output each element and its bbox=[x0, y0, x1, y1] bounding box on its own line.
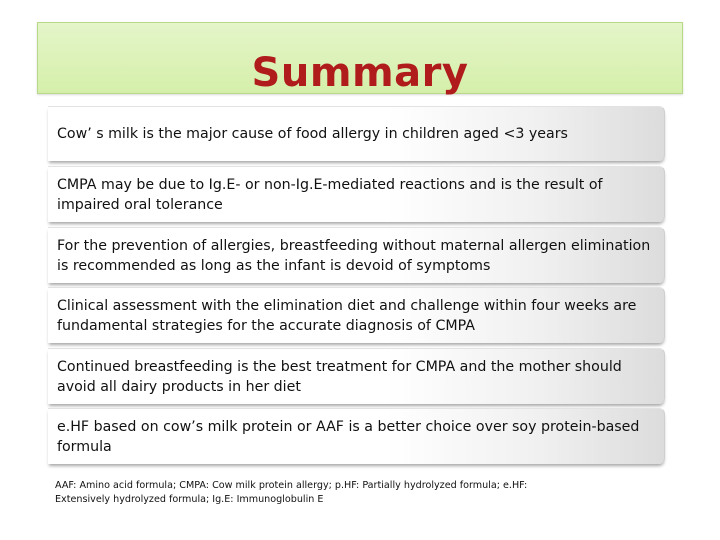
summary-item-5: Continued breastfeeding is the best treatment for CMPA and the mother should avoid all dairy products in her diet bbox=[48, 348, 665, 404]
page-title: Summary bbox=[251, 50, 469, 96]
summary-item-2: CMPA may be due to Ig.E- or non-Ig.E-mediated reactions and is the result of impaired oral tolerance bbox=[48, 166, 665, 222]
abbreviations-footnote: AAF: Amino acid formula; CMPA: Cow milk protein allergy; p.HF: Partially hydrolyzed formula; e.HF: Extensively hydrolyzed formula; Ig.E: Immunoglobulin E bbox=[55, 480, 528, 505]
summary-item-1: Cow’ s milk is the major cause of food allergy in children aged <3 years bbox=[48, 106, 665, 161]
title-box bbox=[37, 22, 683, 94]
summary-item-3: For the prevention of allergies, breastfeeding without maternal allergen elimination is recommended as long as the infant is devoid of symptoms bbox=[48, 227, 665, 283]
summary-item-4: Clinical assessment with the elimination diet and challenge within four weeks are fundamental strategies for the accurate diagnosis of CMPA bbox=[48, 287, 665, 343]
summary-item-6: e.HF based on cow’s milk protein or AAF is a better choice over soy protein-based formula bbox=[48, 408, 665, 464]
